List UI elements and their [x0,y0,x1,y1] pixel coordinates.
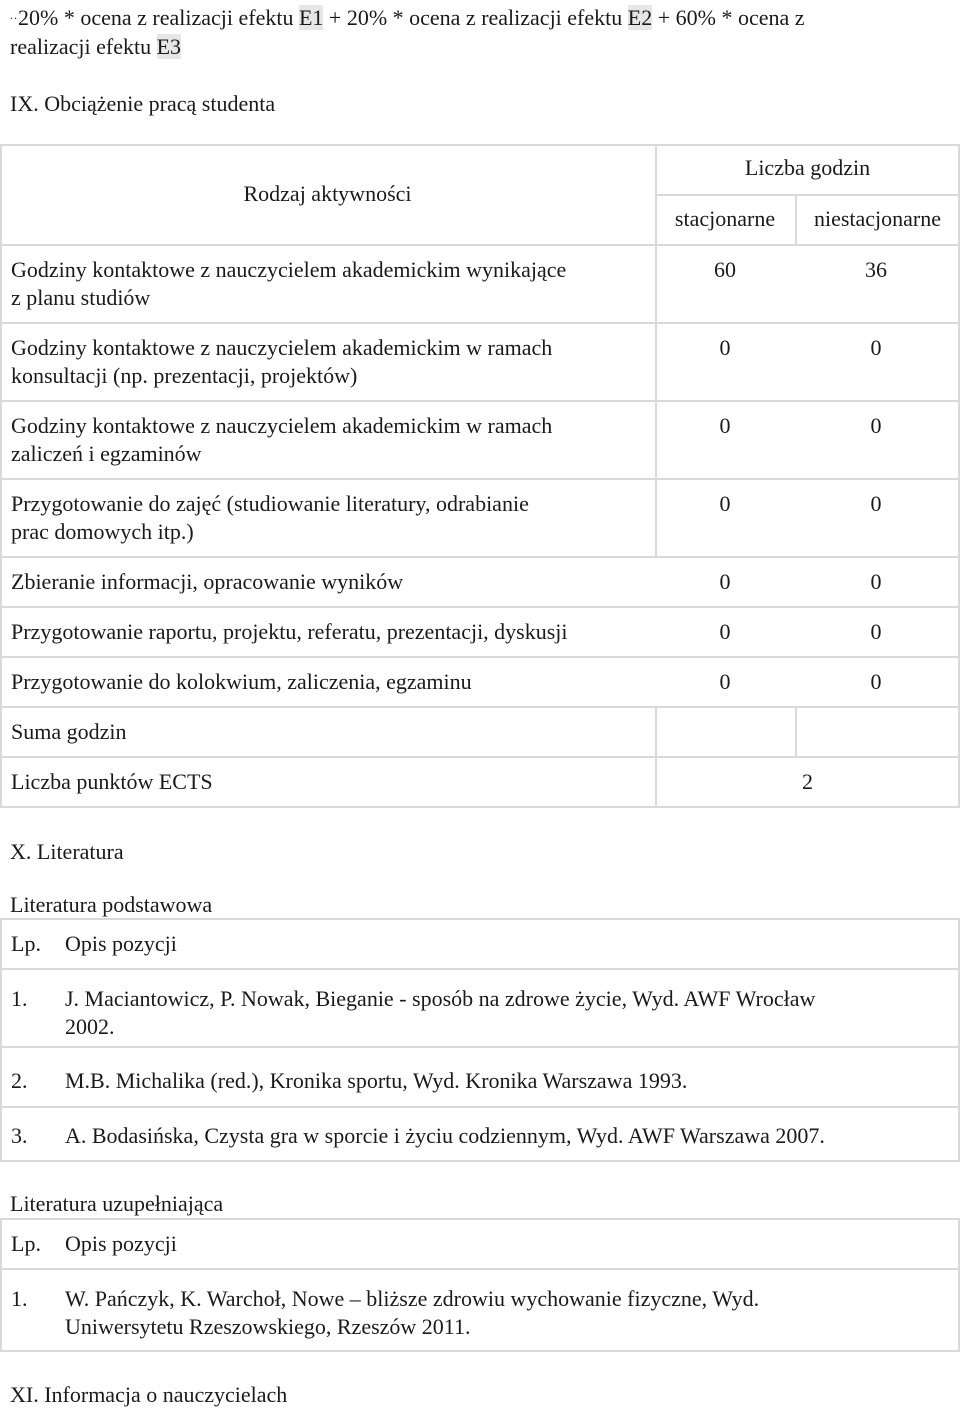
table-row-3-label-line1: Przygotowanie do zajęć (studiowanie literatury, odrabianie [11,491,529,516]
table-row-1-label-line1: Godziny kontaktowe z nauczycielem akademickim w ramach [11,335,553,360]
section-xi-title: XI. Informacja o nauczycielach [10,1382,288,1407]
grading-text-3: + 60% * ocena z [652,5,805,30]
basic-item-2-line1: A. Bodasińska, Czysta gra w sporcie i życiu codziennym, Wyd. AWF Warszawa 2007. [65,1123,825,1148]
basic-item-0-lp: 1. [11,986,28,1011]
table-row-2-nonstationary: 0 [870,413,882,438]
header-hours: Liczba godzin [744,155,871,180]
table-row-0-nonstationary: 36 [865,257,887,282]
table-row-3-stationary: 0 [719,491,731,516]
effect-e2: E2 [627,5,653,30]
basic-item-0-line2: 2002. [65,1014,115,1039]
basic-col-desc: Opis pozycji [65,931,177,956]
table-row-4-nonstationary: 0 [870,569,882,594]
table-row-2-label-line2: zaliczeń i egzaminów [11,441,202,466]
grading-text-4: realizacji efektu [10,34,157,59]
supplementary-literature-title: Literatura uzupełniająca [10,1191,224,1216]
basic-literature-title: Literatura podstawowa [10,892,213,917]
table-row-6-nonstationary: 0 [870,669,882,694]
basic-item-1-line1: M.B. Michalika (red.), Kronika sportu, Wyd. Kronika Warszawa 1993. [65,1068,688,1093]
table-row-0-stationary: 60 [714,257,736,282]
basic-col-lp: Lp. [11,931,41,956]
table-row-2-stationary: 0 [719,413,731,438]
table-row-1-label-line2: konsultacji (np. prezentacji, projektów) [11,363,358,388]
table-row-1-nonstationary: 0 [870,335,882,360]
sum-hours-label: Suma godzin [11,719,127,744]
grading-formula-line2 [10,33,181,61]
header-activity: Rodzaj aktywności [243,181,412,206]
table-row-4-label: Zbieranie informacji, opracowanie wyników [11,569,404,594]
basic-item-2-lp: 3. [11,1123,28,1148]
effect-e1: E1 [298,5,324,30]
table-row-0-label-line1: Godziny kontaktowe z nauczycielem akademickim wynikające [11,257,567,282]
table-row-5-label: Przygotowanie raportu, projektu, referatu, prezentacji, dyskusji [11,619,568,644]
header-nonstationary: niestacjonarne [813,206,942,231]
supp-item-0-line1: W. Pańczyk, K. Warchoł, Nowe – bliższe zdrowiu wychowanie fizyczne, Wyd. [65,1286,760,1311]
basic-item-0-line1: J. Maciantowicz, P. Nowak, Bieganie - sposób na zdrowe życie, Wyd. AWF Wrocław [65,986,816,1011]
ects-value: 2 [802,769,813,794]
supp-col-lp: Lp. [11,1231,41,1256]
table-row-4-stationary: 0 [719,569,731,594]
grading-text-1: 20% * ocena z realizacji efektu [18,5,299,30]
grading-formula-line1 [10,4,805,35]
basic-item-1-lp: 2. [11,1068,28,1093]
grading-dots: .. [10,8,18,22]
table-row-1-stationary: 0 [719,335,731,360]
effect-e3: E3 [156,34,182,59]
section-x-title: X. Literatura [10,839,124,864]
table-row-6-stationary: 0 [719,669,731,694]
supp-item-0-line2: Uniwersytetu Rzeszowskiego, Rzeszów 2011. [65,1314,471,1339]
header-stationary: stacjonarne [674,206,776,231]
table-row-5-nonstationary: 0 [870,619,882,644]
grading-text-2: + 20% * ocena z realizacji efektu [323,5,628,30]
table-row-5-stationary: 0 [719,619,731,644]
supp-col-desc: Opis pozycji [65,1231,177,1256]
table-row-0-label-line2: z planu studiów [11,285,151,310]
section-ix-title: IX. Obciążenie pracą studenta [10,91,276,116]
table-row-6-label: Przygotowanie do kolokwium, zaliczenia, egzaminu [11,669,472,694]
table-row-3-label-line2: prac domowych itp.) [11,519,194,544]
ects-label: Liczba punktów ECTS [11,769,213,794]
table-row-3-nonstationary: 0 [870,491,882,516]
table-row-2-label-line1: Godziny kontaktowe z nauczycielem akademickim w ramach [11,413,553,438]
supp-item-0-lp: 1. [11,1286,28,1311]
